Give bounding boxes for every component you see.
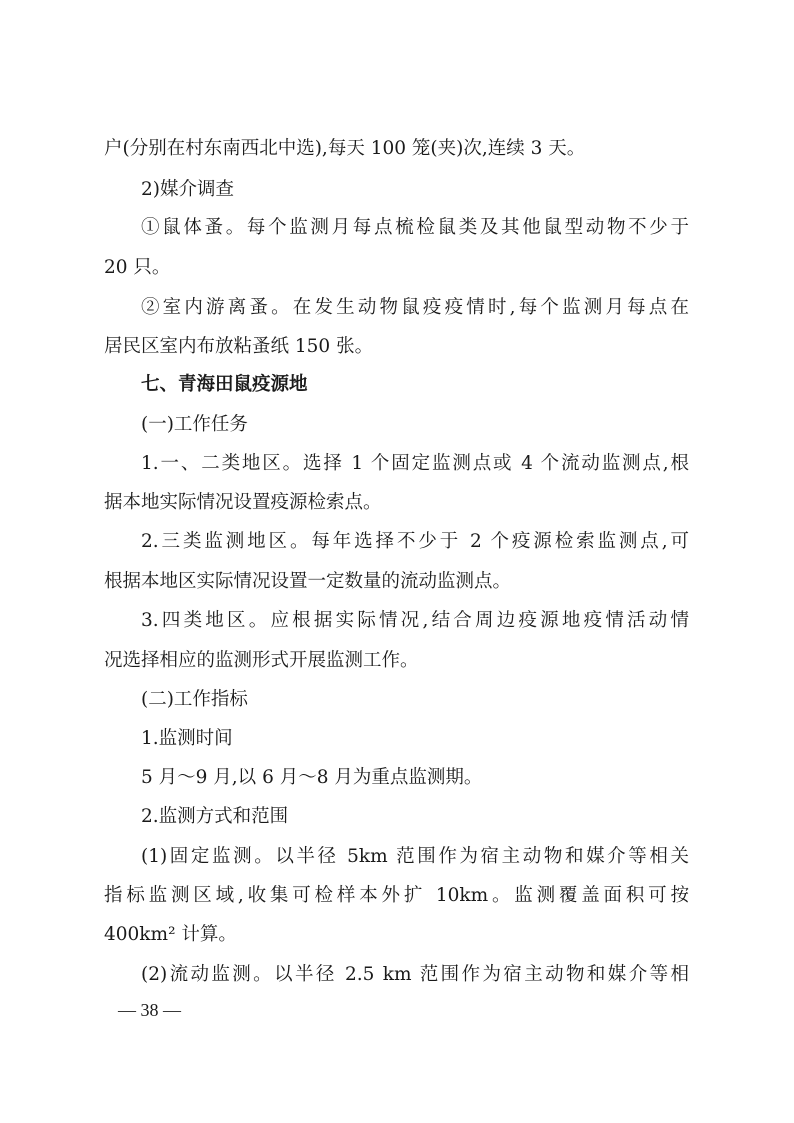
text-line-17: 5 月～9 月,以 6 月～8 月为重点监测期。	[141, 767, 483, 788]
text-line-9: 1.一、二类地区。选择 1 个固定监测点或 4 个流动监测点,根	[141, 453, 689, 474]
text-line-11: 2.三类监测地区。每年选择不少于 2 个疫源检索监测点,可	[141, 531, 689, 552]
text-line-6: 居民区室内布放粘蚤纸 150 张。	[104, 336, 374, 357]
text-line-14: 况选择相应的监测形式开展监测工作。	[104, 650, 419, 671]
section-heading: 七、青海田鼠疫源地	[141, 374, 308, 395]
text-line-5: ②室内游离蚤。在发生动物鼠疫疫情时,每个监测月每点在	[141, 297, 689, 318]
text-line-20: 指标监测区域,收集可检样本外扩 10km。监测覆盖面积可按	[104, 885, 689, 906]
text-line-10: 据本地实际情况设置疫源检索点。	[104, 492, 382, 513]
text-line-22: (2)流动监测。以半径 2.5 km 范围作为宿主动物和媒介等相	[141, 964, 689, 985]
text-line-12: 根据本地区实际情况设置一定数量的流动监测点。	[104, 571, 512, 592]
subsection-heading-2: (二)工作指标	[141, 689, 248, 710]
page-number: — 38 —	[118, 1000, 181, 1020]
text-line-2: 2)媒介调查	[141, 179, 234, 200]
text-line-16: 1.监测时间	[141, 728, 233, 749]
text-line-18: 2.监测方式和范围	[141, 806, 289, 827]
text-line-1: 户(分别在村东南西北中选),每天 100 笼(夹)次,连续 3 天。	[104, 138, 586, 159]
text-line-19: (1)固定监测。以半径 5km 范围作为宿主动物和媒介等相关	[141, 846, 689, 867]
text-line-13: 3.四类地区。应根据实际情况,结合周边疫源地疫情活动情	[141, 610, 689, 631]
text-line-3: ①鼠体蚤。每个监测月每点梳检鼠类及其他鼠型动物不少于	[141, 217, 689, 238]
text-line-21: 400km² 计算。	[104, 924, 237, 945]
text-line-4: 20 只。	[104, 257, 171, 278]
subsection-heading-1: (一)工作任务	[141, 414, 248, 435]
